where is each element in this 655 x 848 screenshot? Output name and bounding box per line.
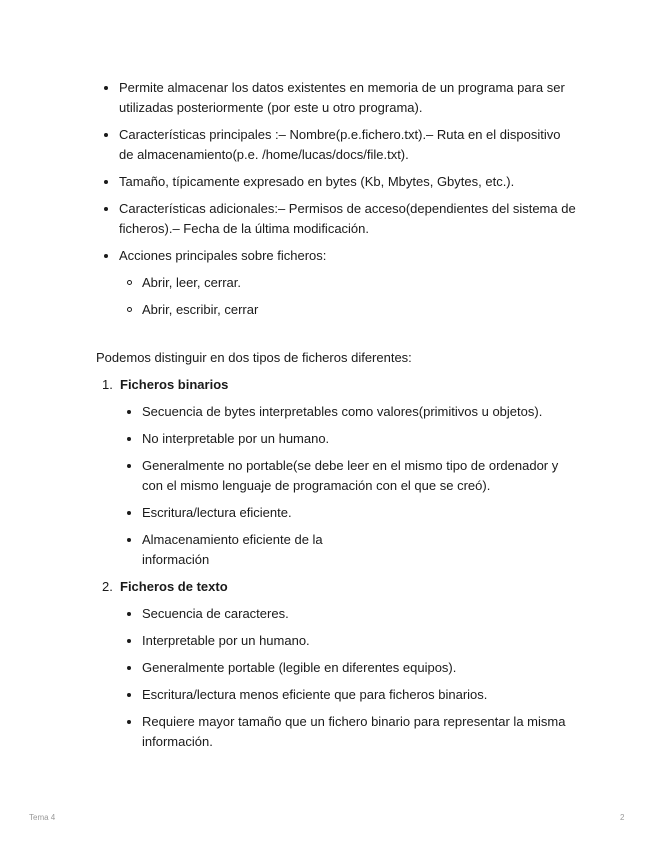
list-item: Características principales :– Nombre(p.e.fichero.txt).– Ruta en el dispositivo de almacenamiento(p.e. /home/lucas/docs/file.txt). [96, 125, 576, 165]
list-item: Escritura/lectura menos eficiente que para ficheros binarios. [119, 685, 576, 705]
list-item: Requiere mayor tamaño que un fichero binario para representar la misma información. [119, 712, 576, 752]
list-item: Permite almacenar los datos existentes en memoria de un programa para ser utilizadas posteriormente (por este u otro programa). [96, 78, 576, 118]
list-item: Secuencia de caracteres. [119, 604, 576, 624]
text-features-list [119, 604, 576, 752]
list-item: Generalmente portable (legible en diferentes equipos). [119, 658, 576, 678]
type-title: Ficheros binarios [120, 377, 229, 392]
sublist-item: Abrir, leer, cerrar. [119, 273, 576, 293]
type-title: Ficheros de texto [120, 579, 228, 594]
footer-page-number: 2 [620, 813, 625, 822]
list-item: Secuencia de bytes interpretables como valores(primitivos u objetos). [119, 402, 576, 422]
list-item: Características adicionales:– Permisos de acceso(dependientes del sistema de ficheros).– Fecha de la última modificación. [96, 199, 576, 239]
sublist-item: Abrir, escribir, cerrar [119, 300, 576, 320]
intro-paragraph: Podemos distinguir en dos tipos de ficheros diferentes: [96, 350, 412, 365]
binary-features-list [119, 402, 576, 570]
list-item: Tamaño, típicamente expresado en bytes (Kb, Mbytes, Gbytes, etc.). [96, 172, 576, 192]
list-item: No interpretable por un humano. [119, 429, 576, 449]
document-body [96, 78, 576, 759]
list-item: Generalmente no portable(se debe leer en el mismo tipo de ordenador y con el mismo lenguaje de programación con el que se creó). [119, 456, 576, 496]
footer-chapter: Tema 4 [29, 813, 56, 822]
list-item [96, 246, 576, 320]
file-properties-list [96, 78, 576, 320]
actions-sublist [119, 273, 576, 320]
file-type-binary [96, 375, 576, 570]
list-item-text: Acciones principales sobre ficheros: [119, 248, 327, 263]
file-types-list [96, 375, 576, 752]
list-number: 2. [102, 579, 113, 594]
list-item: Interpretable por un humano. [119, 631, 576, 651]
list-item: Escritura/lectura eficiente. [119, 503, 576, 523]
file-type-text [96, 577, 576, 752]
list-number: 1. [102, 377, 113, 392]
list-item: Almacenamiento eficiente de la información [119, 530, 352, 570]
